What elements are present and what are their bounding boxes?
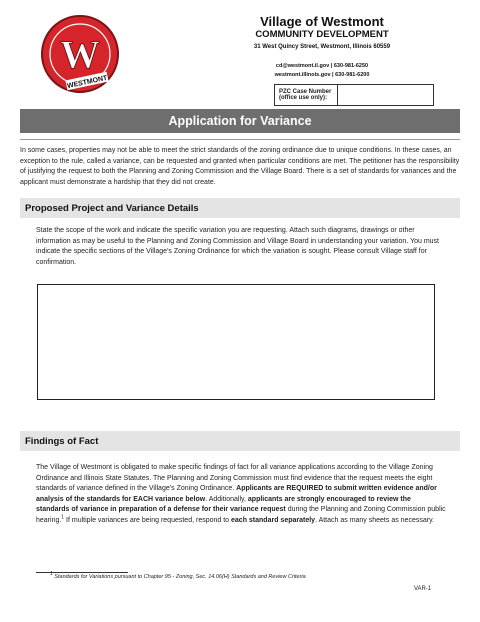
footnote-reference: 1 <box>61 514 65 521</box>
page-title: Application for Variance <box>20 109 460 133</box>
findings-text-5: . Attach as many sheets as necessary. <box>315 516 434 524</box>
header-subtitle: COMMUNITY DEVELOPMENT <box>255 29 389 40</box>
findings-text-1: The Village of Westmont is obligated to make specific findings of fact for all variance applications according to the Village Zoning Ordinance and Illinois State Statutes. The Planning and Zoning Commission must find evidence that the request meets the eight standards of variance defined in the Village’s Zoning Ordinance. <box>36 464 433 492</box>
logo-letter: W <box>60 32 100 77</box>
footnote-text: Standards for Variations pursuant to Chapter 95 - Zoning, Sec. 14.06(H) Standards and Review Criteria <box>52 574 306 580</box>
project-details-instructions: State the scope of the work and indicate the specific variation you are requesting. Attach such diagrams, drawings or other information as may be useful to the Planning and Zoning Commission and Village Board in understanding your variation. You must indicate the specific sections of the Village’s Zoning Ordinance for which the variation is sought. Please consult Village staff for confirmation. <box>36 227 440 266</box>
pzc-case-number-field[interactable] <box>338 85 433 105</box>
header-website-phone[interactable]: westmont.illinois.gov | 630-981-6200 <box>274 72 370 78</box>
header-title: Village of Westmont <box>260 14 384 29</box>
findings-bold-3: each standard separately <box>231 516 316 524</box>
variance-details-textbox[interactable] <box>37 284 435 400</box>
pzc-case-number-box <box>274 84 434 106</box>
findings-text-2: . Additionally, <box>205 495 248 503</box>
findings-bold-1: Applicants are REQUIRED to submit written evidence and/or analysis of the standards for EACH variance below <box>36 485 437 503</box>
findings-of-fact-paragraph <box>36 463 446 526</box>
page-number: VAR-1 <box>414 586 432 592</box>
pzc-case-number-label: PZC Case Number (office use only): <box>275 85 338 105</box>
header-email-phone[interactable]: cd@westmont.il.gov | 630-981-6250 <box>275 63 369 69</box>
village-logo <box>36 14 128 98</box>
footnote-number: 1 <box>50 571 53 578</box>
divider <box>20 139 460 140</box>
section-heading-findings-of-fact: Findings of Fact <box>20 431 460 451</box>
findings-bold-2: applicants are strongly encouraged to review the standards of variance in preparation of a defense for their variance request <box>36 495 411 513</box>
logo-text: WESTMONT <box>66 74 109 91</box>
findings-text-3: during the Planning and Zoning Commission public hearing. <box>36 506 446 524</box>
header-address: 31 West Quincy Street, Westmont, Illinois 60559 <box>253 44 391 50</box>
intro-paragraph: In some cases, properties may not be able to meet the strict standards of the zoning ordinance due to unique conditions. In these cases, an exception to the rule, called a variance, can be requested and granted when particular conditions are met. The petitioner has the responsibility of justifying the request to both the Planning and Zoning Commission and the Village Board. There is a set of standards for variances and the applicant must demonstrate a hardship that they did not create. <box>20 147 460 186</box>
findings-text-4: If multiple variances are being requested, respond to <box>64 516 232 524</box>
footnote <box>50 571 306 580</box>
section-heading-project-details: Proposed Project and Variance Details <box>20 198 460 218</box>
